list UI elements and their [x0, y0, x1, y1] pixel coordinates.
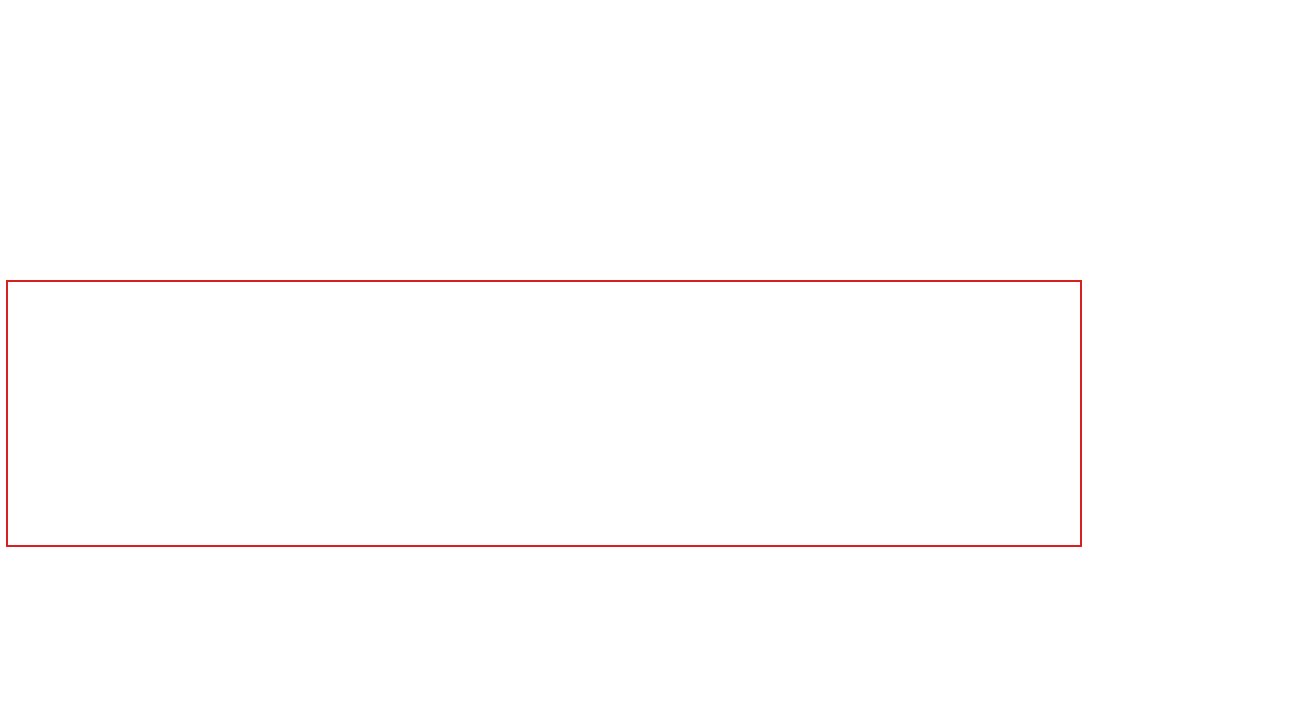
highlight-frame	[6, 280, 1082, 547]
